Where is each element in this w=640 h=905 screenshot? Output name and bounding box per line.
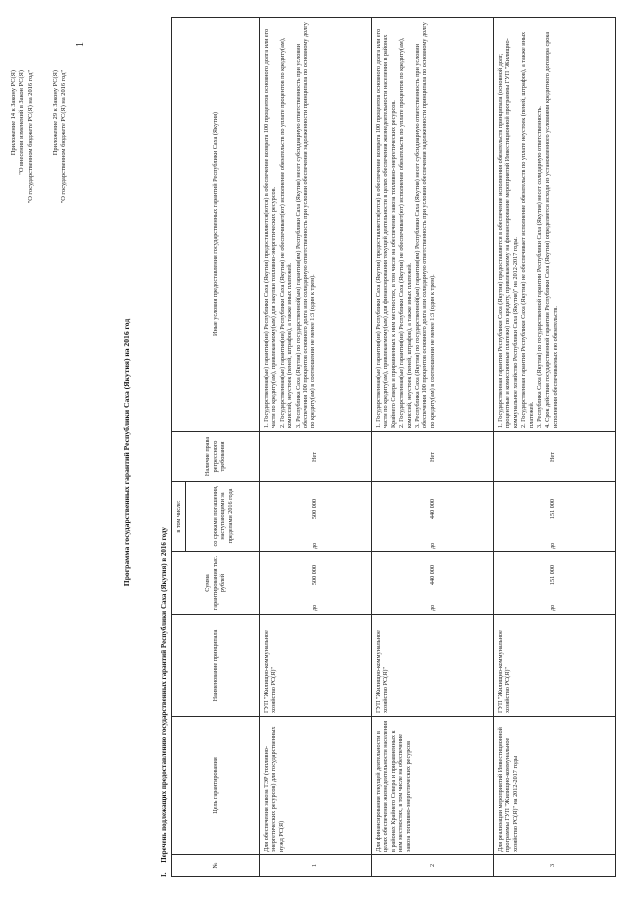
row-2-num: 2 [429, 863, 436, 868]
section-title-text: Перечень подлежащих предоставлению государственных гарантий Республики Саха (Якутия) в 2016 году [160, 527, 168, 863]
row-3-conditions [497, 22, 613, 428]
row-3-num: 3 [549, 863, 556, 868]
row-3-principal: ГУП "Жилищно-коммунальное хозяйство РС(Я)" [497, 630, 512, 713]
row-2-principal: ГУП "Жилищно-коммунальное хозяйство РС(Я)" [375, 630, 390, 713]
row-1-principal: ГУП "Жилищно-коммунальное хозяйство РС(Я)" [263, 630, 278, 713]
header-num: № [211, 862, 219, 869]
condition-item: 1. Государственная гарантия Республики Саха (Якутия) предоставляется в обеспечение исполнения обязательств принципала (основной долг, процентные и комиссионные платежи) по кредиту, привлекаемому на финансирование мероприятий Инвестиционной программы ГУП "Жилищно-коммунальное хозяйство Республики Саха (Якутия)" на 2012-2017 годы. [497, 38, 519, 428]
condition-item: 3. Республика Саха (Якутия) по государственной гарантии Республики Саха (Якутия) несет солидарную ответственность. [536, 106, 544, 428]
section-number: I. [160, 872, 168, 877]
row-1-num: 1 [311, 863, 318, 868]
row-2-recourse: Нет [429, 452, 436, 462]
appendix-line: "О внесении изменений в Закон РС(Я) [18, 70, 26, 175]
row-2-purpose: Для финансирования текущей деятельности в целях обеспечения жизнедеятельности населения в районах Крайнего Севера и приравненных к ним местностях, в том числе на обеспечение завоза топливно-энергетических ресурсов [375, 720, 412, 852]
section-heading [160, 527, 168, 877]
condition-item: 1. Государственная(ые) гарантия(ии) Республики Саха (Якутия) предоставляется(ются) в обеспечение возврата 100 процентов основного долга или его части по кредиту(ам), привлекаемому(ым) для финансирования текущей деятельности в целях обеспечения жизнедеятельности населения в районах Крайнего Севера и приравненных к ним местностях, в том числе на обеспечение завоза топливно-энергетических ресурсов. [375, 28, 397, 428]
row-1-conditions [263, 22, 369, 428]
row-3-recourse: Нет [549, 452, 556, 462]
row-3-amount: 151 000 [549, 564, 556, 586]
row-1-beyond-prefix: до [311, 542, 318, 549]
header-recourse: Наличие права регрессного требования [204, 436, 227, 477]
condition-item: 2. Государственная гарантия Республики Саха (Якутия) не обеспечивает исполнение обязательств по уплате неустоек (пеней, штрафов), а также иных платежей. [520, 31, 535, 428]
header-purpose: Цель гарантирования [211, 757, 219, 814]
header-amount: Сумма гарантирования тыс. рублей [204, 555, 227, 611]
appendix-line: "О государственном бюджете РС(Я) на 2016 год" [60, 70, 68, 204]
header-principal: Наименование принципала [211, 629, 219, 702]
row-3-beyond: 151 000 [549, 498, 556, 520]
condition-item: 4. Срок действия государственной гарантии Республики Саха (Якутия) определяется исходя из установленного условиями кредитного договора срока исполнения обеспечиваемых ею обязательств. [544, 31, 559, 428]
condition-item: 3. Республика Саха (Якутия) по государственной(ым) гарантии(ям) Республики Саха (Якутия) несет субсидиарную ответственность при условии обеспечения 100 процентов основного долга или солидарную ответственность при условии обеспечения задолженности принципала по основному долгу по кредиту(ам) в соотношении не менее 1:3 (один к трем). [294, 22, 317, 428]
appendix-29-header [52, 70, 69, 203]
row-2-beyond-prefix: до [429, 542, 436, 549]
condition-item: 3. Республика Саха (Якутия) по государственной(ым) гарантии(ям) Республики Саха (Якутия) несет субсидиарную ответственность при условии обеспечения 100 процентов основного долга или солидарную ответственность при условии обеспечения задолженности принципала по основному долгу по кредиту(ам) в соотношении не менее 1:3 (один к трем). [414, 22, 436, 428]
row-2-beyond: 440 000 [429, 498, 436, 520]
page-number: 1 [75, 42, 86, 47]
condition-item: 1. Государственная(ые) гарантия(ии) Республики Саха (Якутия) предоставляется(ются) в обеспечение возврата 100 процентов основного долга или его части по кредиту(ам), привлекаемому(ым) для закупки топливно-энергетических ресурсов. [263, 28, 278, 428]
row-1-amount-prefix: до [311, 604, 318, 611]
row-2-amount: 440 000 [429, 564, 436, 586]
condition-item: 2. Государственная(ые) гарантия(ии) Республики Саха (Якутия) не обеспечивает(ют) исполнение обязательств по уплате процентов по кредиту(ам), комиссий, неустоек (пеней, штрафов), а также иных платежей. [278, 37, 294, 428]
row-1-purpose: Для обеспечения завоза ТЭР (топливно-энергетических ресурсов) для государственных нужд РС(Я) [263, 726, 285, 852]
row-1-recourse: Нет [311, 452, 318, 462]
condition-item: 2. Государственная(ые) гарантия(ии) Республики Саха (Якутия) не обеспечивает(ют) исполнение обязательств по уплате процентов по кредиту(ам), комиссий, неустоек (пеней, штрафов), а также иных платежей. [398, 37, 413, 428]
row-2-amount-prefix: до [429, 604, 436, 611]
appendix-line: Приложение 29 к Закону РС(Я) [52, 70, 59, 156]
appendix-14-header [10, 70, 35, 203]
header-including: в том числе: [174, 500, 182, 533]
program-title: Программа государственных гарантий Республики Саха (Якутия) на 2016 год [122, 318, 131, 587]
appendix-line: Приложение 14 к Закону РС(Я) [10, 70, 17, 156]
guarantees-table [171, 17, 616, 877]
row-3-amount-prefix: до [549, 604, 556, 611]
row-1-beyond: 500 000 [311, 498, 318, 520]
appendix-line: "О государственном бюджете РС(Я) на 2016 год" [26, 70, 34, 204]
row-1-amount: 500 000 [311, 564, 318, 586]
row-3-purpose: Для реализации мероприятий Инвестиционной программы ГУП "Жилищно-коммунальное хозяйство РС(Я)" на 2012-2017 годы [497, 727, 519, 852]
row-3-beyond-prefix: до [549, 542, 556, 549]
row-2-conditions [375, 22, 491, 428]
header-conditions: Иные условия предоставления государственных гарантий Республики Саха (Якутия) [211, 112, 219, 336]
header-including-beyond: со сроками погашения, наступающими за пределами 2016 года [211, 485, 234, 547]
